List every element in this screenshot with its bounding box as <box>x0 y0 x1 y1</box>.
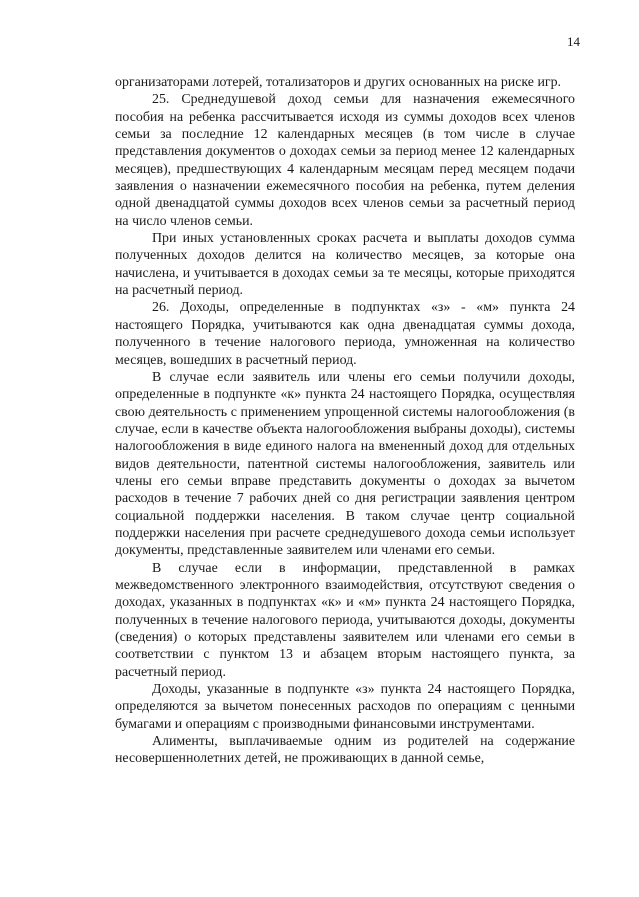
paragraph-other-terms: При иных установленных сроках расчета и выплаты доходов сумма полученных доходов делится на количество месяцев, за которые она начислена, и учитывается в доходах семьи за те месяцы, которые приходятся на расчетный период. <box>115 231 575 299</box>
paragraph-item-26: 26. Доходы, определенные в подпунктах «з» - «м» пункта 24 настоящего Порядка, учитываются как одна двенадцатая суммы дохода, полученного в течение налогового периода, умноженная на количество месяцев, вошедших в расчетный период. <box>115 300 575 368</box>
document-body <box>115 74 575 768</box>
page-number: 14 <box>567 34 580 49</box>
paragraph-securities-income: Доходы, указанные в подпункте «з» пункта 24 настоящего Порядка, определяются за вычетом понесенных расходов по операциям с ценными бумагами и операциям с производными финансовыми инструментами. <box>115 682 575 732</box>
paragraph-alimony: Алименты, выплачиваемые одним из родителей на содержание несовершеннолетних детей, не проживающих в данной семье, <box>115 734 575 767</box>
paragraph-self-employed-income: В случае если заявитель или члены его семьи получили доходы, определенные в подпункте «к» пункта 24 настоящего Порядка, осуществляя свою деятельность с применением упрощенной системы налогообложения (в случае, если в качестве объекта налогообложения выбраны доходы), системы налогообложения в виде единого налога на вмененный доход для отдельных видов деятельности, патентной системы налогообложения, заявитель или члены его семьи вправе представить документы о доходах за вычетом расходов в течение 7 рабочих дней со дня регистрации заявления центром социальной поддержки населения. В таком случае центр социальной поддержки населения при расчете среднедушевого дохода семьи использует документы, представленные заявителем или членами его семьи. <box>115 369 575 559</box>
paragraph-item-25: 25. Среднедушевой доход семьи для назначения ежемесячного пособия на ребенка рассчитывается исходя из суммы доходов всех членов семьи за последние 12 календарных месяцев (в том числе в случае представления документов о доходах семьи за период менее 12 календарных месяцев), предшествующих 4 календарным месяцам перед месяцем подачи заявления о назначении ежемесячного пособия на ребенка, путем деления одной двенадцатой суммы доходов всех членов семьи за расчетный период на число членов семьи. <box>115 92 575 229</box>
paragraph-interagency-info: В случае если в информации, представленной в рамках межведомственного электронного взаимодействия, отсутствуют сведения о доходах, указанных в подпунктах «к» и «м» пункта 24 настоящего Порядка, полученных в течение налогового периода, учитываются доходы, документы (сведения) о которых представлены заявителем или членами его семьи в соответствии с пунктом 13 и абзацем вторым настоящего пункта, за расчетный период. <box>115 560 575 680</box>
paragraph-continuation: организаторами лотерей, тотализаторов и других основанных на риске игр. <box>115 75 561 90</box>
